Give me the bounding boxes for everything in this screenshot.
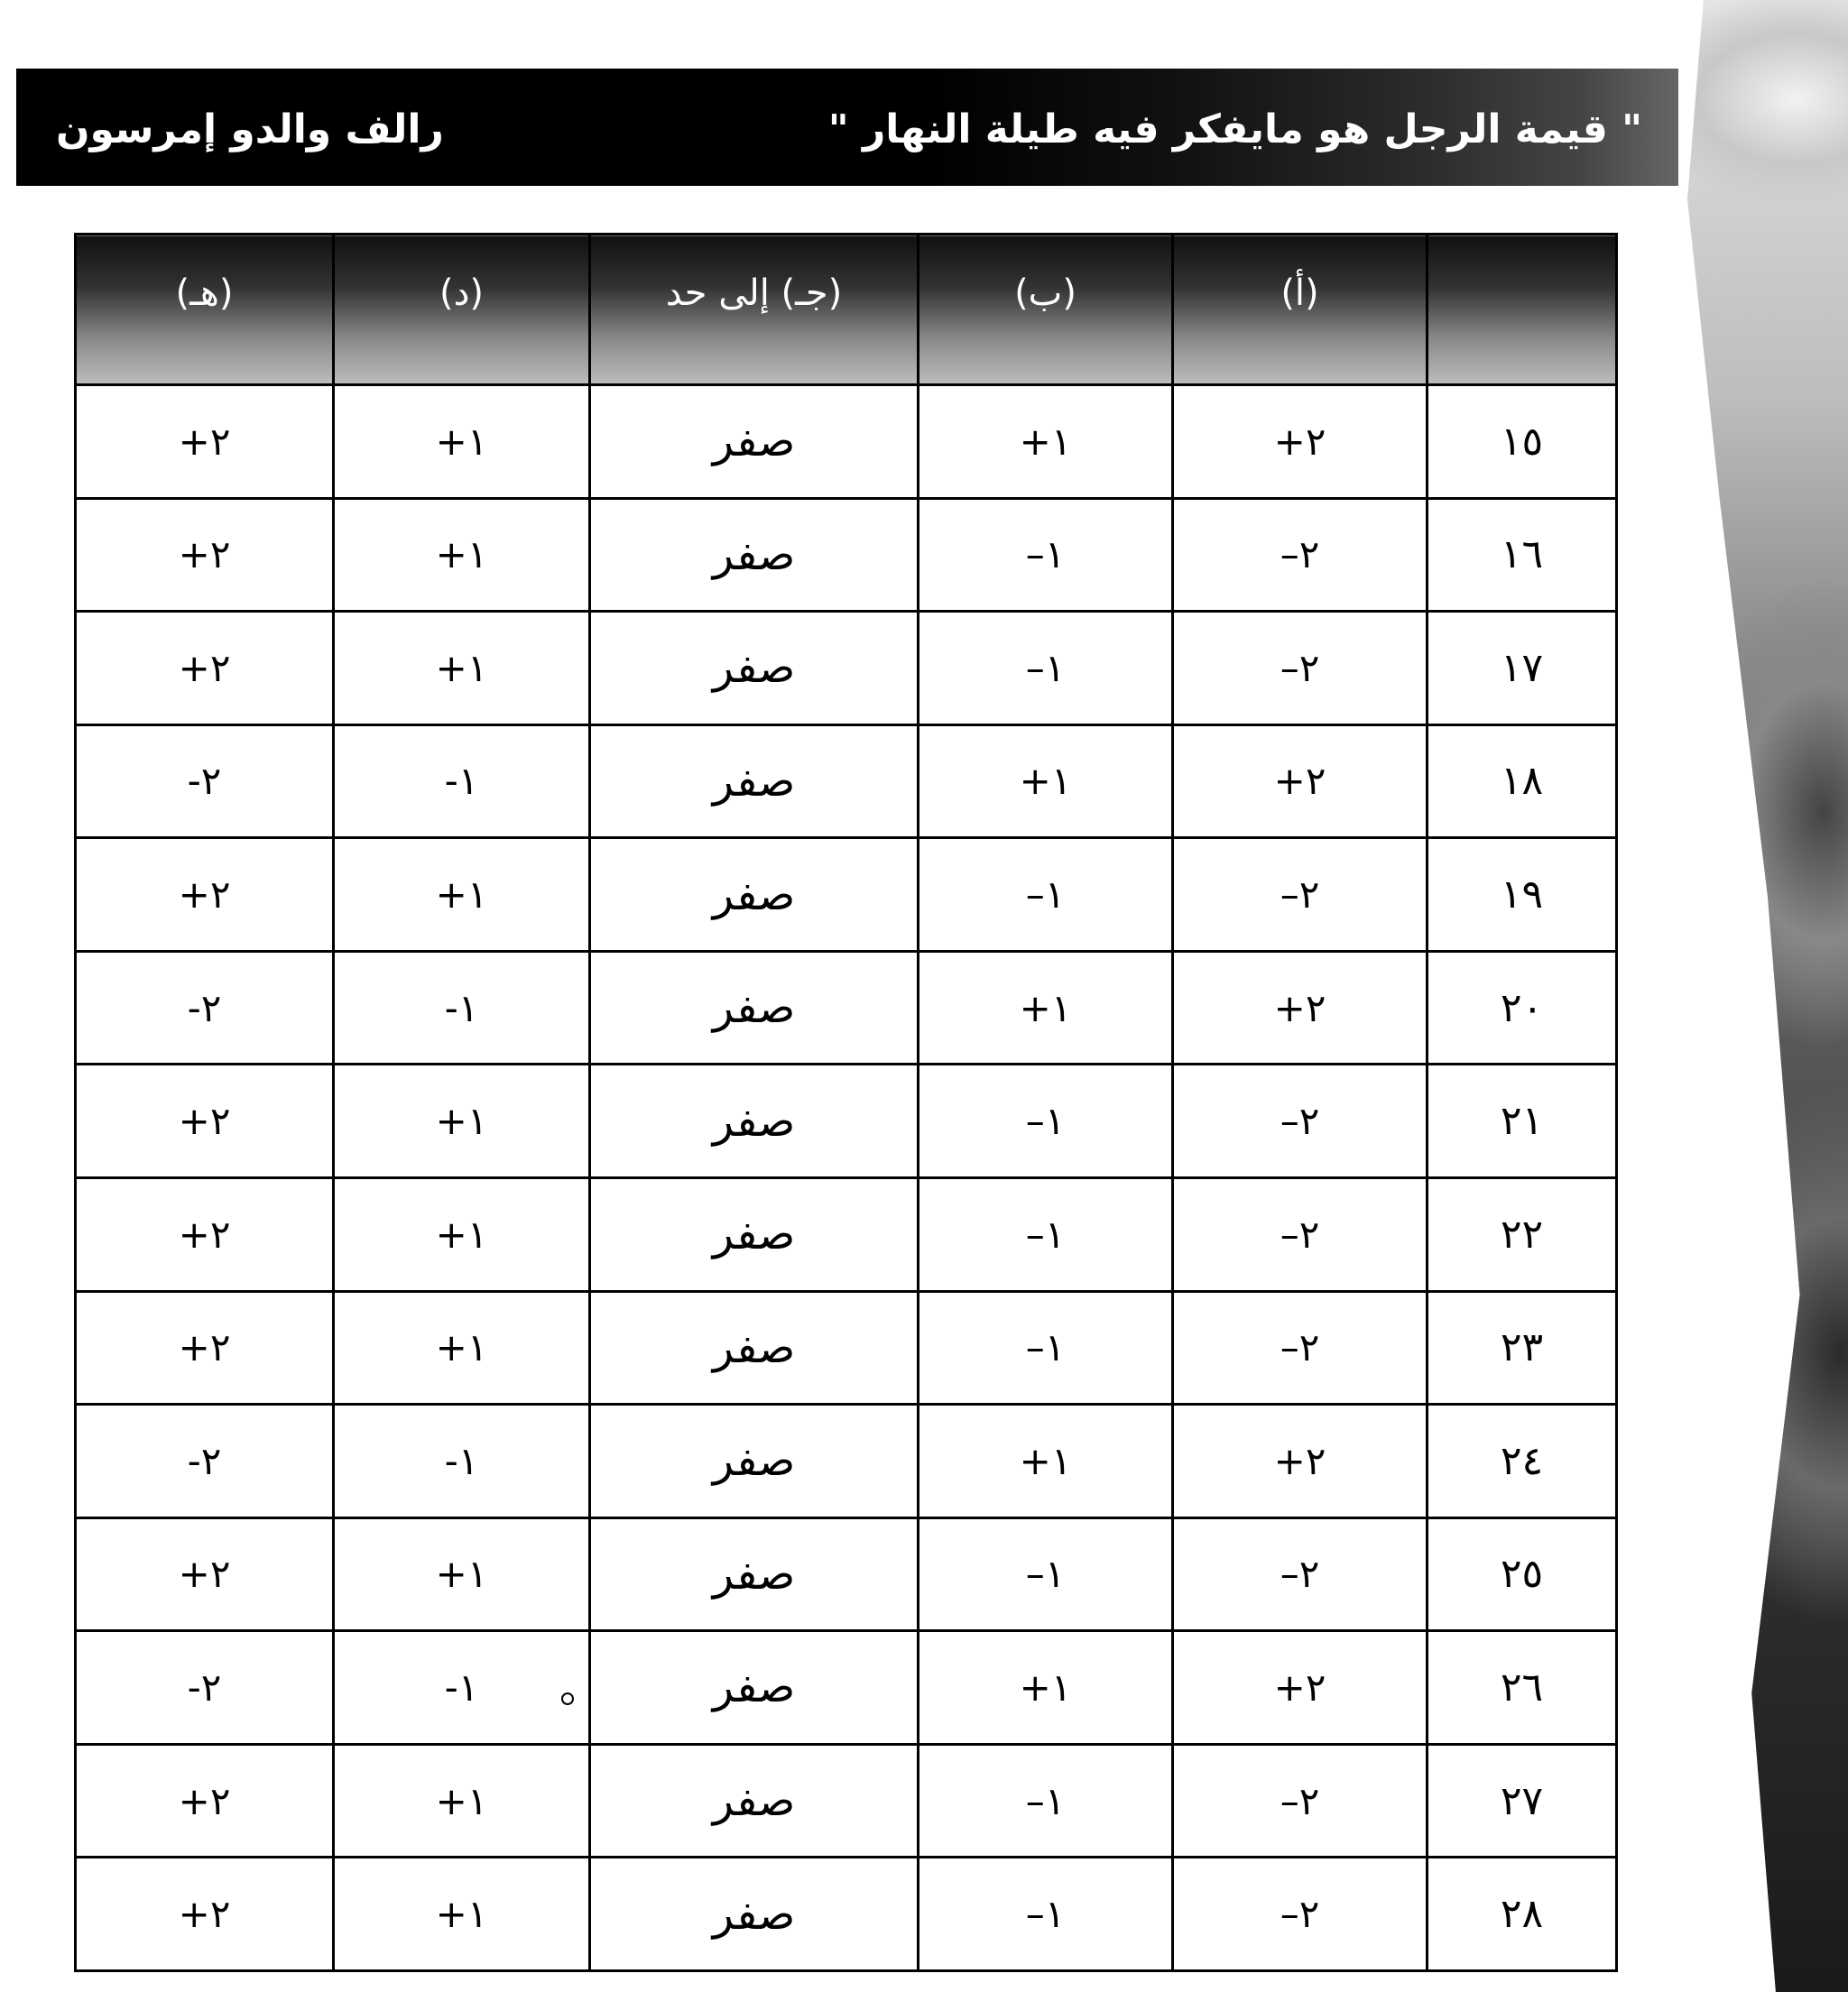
score-cell: ١– xyxy=(919,1517,1173,1631)
score-cell: ١+ xyxy=(334,498,590,612)
score-cell: ١– xyxy=(919,498,1173,612)
score-table-header xyxy=(76,235,1617,385)
table-row xyxy=(76,724,1617,838)
score-cell: صفر xyxy=(590,612,919,725)
table-row xyxy=(76,1858,1617,1971)
score-cell: ١- xyxy=(334,724,590,838)
score-cell: ١+ xyxy=(334,612,590,725)
score-cell: ١– xyxy=(919,1291,1173,1405)
table-row xyxy=(76,838,1617,952)
score-cell: ١+ xyxy=(919,1405,1173,1518)
table-row xyxy=(76,1405,1617,1518)
score-cell: ١+ xyxy=(334,1858,590,1971)
score-cell: ١– xyxy=(919,1065,1173,1178)
score-cell: صفر xyxy=(590,1744,919,1858)
table-row xyxy=(76,385,1617,499)
score-cell: صفر xyxy=(590,838,919,952)
score-cell: ٢– xyxy=(1173,498,1428,612)
score-cell: ١+ xyxy=(919,385,1173,499)
score-cell: صفر xyxy=(590,1858,919,1971)
score-cell: ١+ xyxy=(334,385,590,499)
column-header-label: (جـ) إلى حد xyxy=(665,272,843,314)
score-cell: ٢+ xyxy=(76,838,334,952)
score-cell: ٢- xyxy=(76,724,334,838)
item-number-cell: ٢١ xyxy=(1428,1065,1617,1178)
score-cell: ٢+ xyxy=(1173,951,1428,1065)
item-number-cell: ١٦ xyxy=(1428,498,1617,612)
score-cell: ١+ xyxy=(919,951,1173,1065)
item-number-cell: ٢٤ xyxy=(1428,1405,1617,1518)
score-cell: ٢- xyxy=(76,951,334,1065)
item-number-cell: ٢٧ xyxy=(1428,1744,1617,1858)
table-row xyxy=(76,1065,1617,1178)
score-cell: ١– xyxy=(919,1177,1173,1291)
column-header xyxy=(590,235,919,385)
score-cell: صفر xyxy=(590,498,919,612)
score-cell: صفر xyxy=(590,951,919,1065)
score-cell: صفر xyxy=(590,385,919,499)
score-cell: ٢+ xyxy=(76,1517,334,1631)
table-row xyxy=(76,1177,1617,1291)
score-cell: صفر xyxy=(590,724,919,838)
score-cell: صفر xyxy=(590,1291,919,1405)
score-table xyxy=(74,233,1618,1972)
table-row xyxy=(76,1291,1617,1405)
score-cell: ١– xyxy=(919,612,1173,725)
score-cell: ٢– xyxy=(1173,1065,1428,1178)
table-row xyxy=(76,612,1617,725)
score-cell: ٢+ xyxy=(1173,1405,1428,1518)
score-cell: صفر xyxy=(590,1405,919,1518)
column-header xyxy=(1428,235,1617,385)
item-number-cell: ٢٥ xyxy=(1428,1517,1617,1631)
score-cell: ٢+ xyxy=(1173,385,1428,499)
score-cell: ١– xyxy=(919,1744,1173,1858)
table-row xyxy=(76,1631,1617,1745)
table-row xyxy=(76,498,1617,612)
score-cell: ١+ xyxy=(334,838,590,952)
column-header-label: (ب) xyxy=(1014,272,1076,314)
score-cell: ٢+ xyxy=(1173,724,1428,838)
score-cell: ٢– xyxy=(1173,1177,1428,1291)
column-header xyxy=(919,235,1173,385)
score-cell: ١- xyxy=(334,1631,590,1745)
table-row xyxy=(76,1517,1617,1631)
score-cell: ٢+ xyxy=(76,1065,334,1178)
score-cell: ٢+ xyxy=(76,1177,334,1291)
item-number-cell: ١٩ xyxy=(1428,838,1617,952)
score-cell: ٢+ xyxy=(76,1858,334,1971)
score-cell: ٢+ xyxy=(1173,1631,1428,1745)
item-number-cell: ٢٨ xyxy=(1428,1858,1617,1971)
banner-author: رالف والدو إمرسون xyxy=(56,106,444,152)
quote-banner xyxy=(16,69,1678,186)
score-cell: ٢+ xyxy=(76,1744,334,1858)
score-cell: ١+ xyxy=(334,1517,590,1631)
column-header xyxy=(1173,235,1428,385)
item-number-cell: ٢٢ xyxy=(1428,1177,1617,1291)
item-number-cell: ١٨ xyxy=(1428,724,1617,838)
score-cell: ٢– xyxy=(1173,1291,1428,1405)
item-number-cell: ٢٠ xyxy=(1428,951,1617,1065)
score-cell: ٢- xyxy=(76,1405,334,1518)
item-number-cell: ٢٦ xyxy=(1428,1631,1617,1745)
score-cell: ١+ xyxy=(919,1631,1173,1745)
score-cell: ٢+ xyxy=(76,385,334,499)
score-cell: ٢– xyxy=(1173,1517,1428,1631)
header-row xyxy=(76,235,1617,385)
table-row xyxy=(76,1744,1617,1858)
score-cell: ١+ xyxy=(334,1291,590,1405)
score-cell: صفر xyxy=(590,1631,919,1745)
banner-quote: " قيمة الرجل هو مايفكر فيه طيلة النهار " xyxy=(827,106,1642,152)
score-cell: ١+ xyxy=(334,1177,590,1291)
score-cell: ٢– xyxy=(1173,838,1428,952)
column-header-label: (د) xyxy=(439,272,485,314)
score-cell: صفر xyxy=(590,1517,919,1631)
column-header-label: (هـ) xyxy=(175,272,234,314)
score-cell: ١- xyxy=(334,1405,590,1518)
score-cell: ١+ xyxy=(919,724,1173,838)
score-cell: صفر xyxy=(590,1065,919,1178)
score-cell: ١– xyxy=(919,1858,1173,1971)
item-number-cell: ٢٣ xyxy=(1428,1291,1617,1405)
score-cell: ١+ xyxy=(334,1744,590,1858)
score-cell: ١- xyxy=(334,951,590,1065)
table-row xyxy=(76,951,1617,1065)
score-cell: ٢– xyxy=(1173,1744,1428,1858)
column-header xyxy=(334,235,590,385)
score-cell: ١– xyxy=(919,838,1173,952)
score-cell: ١+ xyxy=(334,1065,590,1178)
score-cell: ٢- xyxy=(76,1631,334,1745)
score-cell: ٢+ xyxy=(76,498,334,612)
score-cell: ٢– xyxy=(1173,1858,1428,1971)
score-cell: صفر xyxy=(590,1177,919,1291)
item-number-cell: ١٥ xyxy=(1428,385,1617,499)
side-photo-decoration xyxy=(1687,0,1848,1992)
stray-mark xyxy=(561,1692,574,1705)
item-number-cell: ١٧ xyxy=(1428,612,1617,725)
score-table-body xyxy=(76,385,1617,1971)
score-cell: ٢+ xyxy=(76,612,334,725)
score-cell: ٢+ xyxy=(76,1291,334,1405)
score-cell: ٢– xyxy=(1173,612,1428,725)
column-header xyxy=(76,235,334,385)
column-header-label: (أ) xyxy=(1280,272,1319,314)
